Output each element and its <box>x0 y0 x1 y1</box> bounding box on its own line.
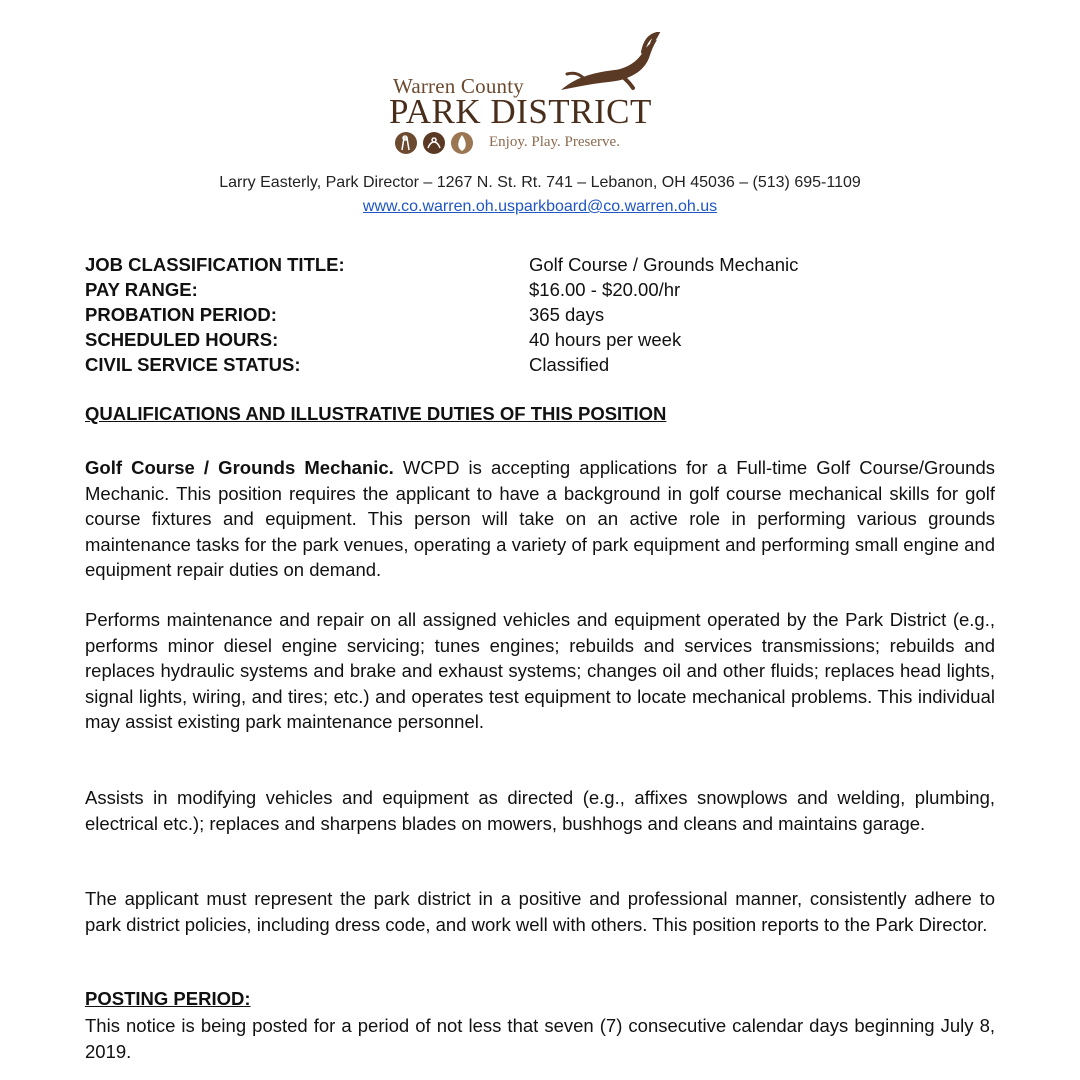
intro-paragraph <box>85 455 995 583</box>
website-email-line <box>0 198 1080 216</box>
info-row-probation <box>85 302 1005 327</box>
leaping-deer-icon <box>557 32 667 94</box>
info-label: PROBATION PERIOD: <box>85 304 277 325</box>
info-value: Golf Course / Grounds Mechanic <box>529 254 799 275</box>
activity-badges-icon <box>393 130 483 156</box>
info-row-status <box>85 352 1005 377</box>
info-value: 40 hours per week <box>529 329 682 350</box>
director-address: Larry Easterly, Park Director – 1267 N. St. Rt. 741 – Lebanon, OH 45036 – (513) 695-1109 <box>219 174 861 191</box>
district-name: PARK DISTRICT <box>389 92 652 131</box>
intro-text: WCPD is accepting applications for a Full-time Golf Course/Grounds Mechanic. This position requires the applicant to have a background in golf course mechanical skills for golf course fixtures and equipment. This person will take on an active role in performing various grounds maintenance tasks for the park venues, operating a variety of park equipment and performing small engine and equipment repair duties on demand. <box>85 457 995 580</box>
posting-paragraph: This notice is being posted for a period of not less that seven (7) consecutive calendar days beginning July 8, 2019. <box>85 1015 995 1062</box>
info-value: $16.00 - $20.00/hr <box>529 279 681 300</box>
qualifications-heading: QUALIFICATIONS AND ILLUSTRATIVE DUTIES OF THIS POSITION <box>85 403 667 424</box>
intro-title: Golf Course / Grounds Mechanic. <box>85 457 394 478</box>
info-row-title <box>85 252 1005 277</box>
info-row-pay <box>85 277 1005 302</box>
posting-heading: POSTING PERIOD: <box>85 988 251 1009</box>
info-value: Classified <box>529 354 610 375</box>
modifications-paragraph: Assists in modifying vehicles and equipment as directed (e.g., affixes snowplows and welding, plumbing, electrical etc.); replaces and sharpens blades on mowers, bushhogs and cleans and maintains garage. <box>85 787 995 834</box>
county-name: Warren County <box>393 74 524 98</box>
duties-paragraph: Performs maintenance and repair on all assigned vehicles and equipment operated by the Park District (e.g., performs minor diesel engine servicing; tunes engines; rebuilds and services transmissions; rebuilds and replaces hydraulic systems and brake and exhaust systems; changes oil and other fluids; replaces head lights, signal lights, wiring, and tires; etc.) and operates test equipment to locate mechanical problems. This individual may assist existing park maintenance personnel. <box>85 609 995 732</box>
info-label: PAY RANGE: <box>85 279 198 300</box>
park-district-logo <box>385 28 685 158</box>
tagline: Enjoy. Play. Preserve. <box>489 134 620 150</box>
conduct-paragraph: The applicant must represent the park district in a positive and professional manner, consistently adhere to park district policies, including dress code, and work well with others. This position reports to the Park Director. <box>85 888 995 935</box>
info-value: 365 days <box>529 304 605 325</box>
info-label: JOB CLASSIFICATION TITLE: <box>85 254 345 275</box>
website-link[interactable]: www.co.warren.oh.usparkboard@co.warren.oh.us <box>362 198 718 215</box>
info-label: SCHEDULED HOURS: <box>85 329 279 350</box>
info-row-hours <box>85 327 1005 352</box>
info-label: CIVIL SERVICE STATUS: <box>85 354 301 375</box>
letterhead <box>0 28 1080 228</box>
job-info-table <box>85 252 1005 377</box>
